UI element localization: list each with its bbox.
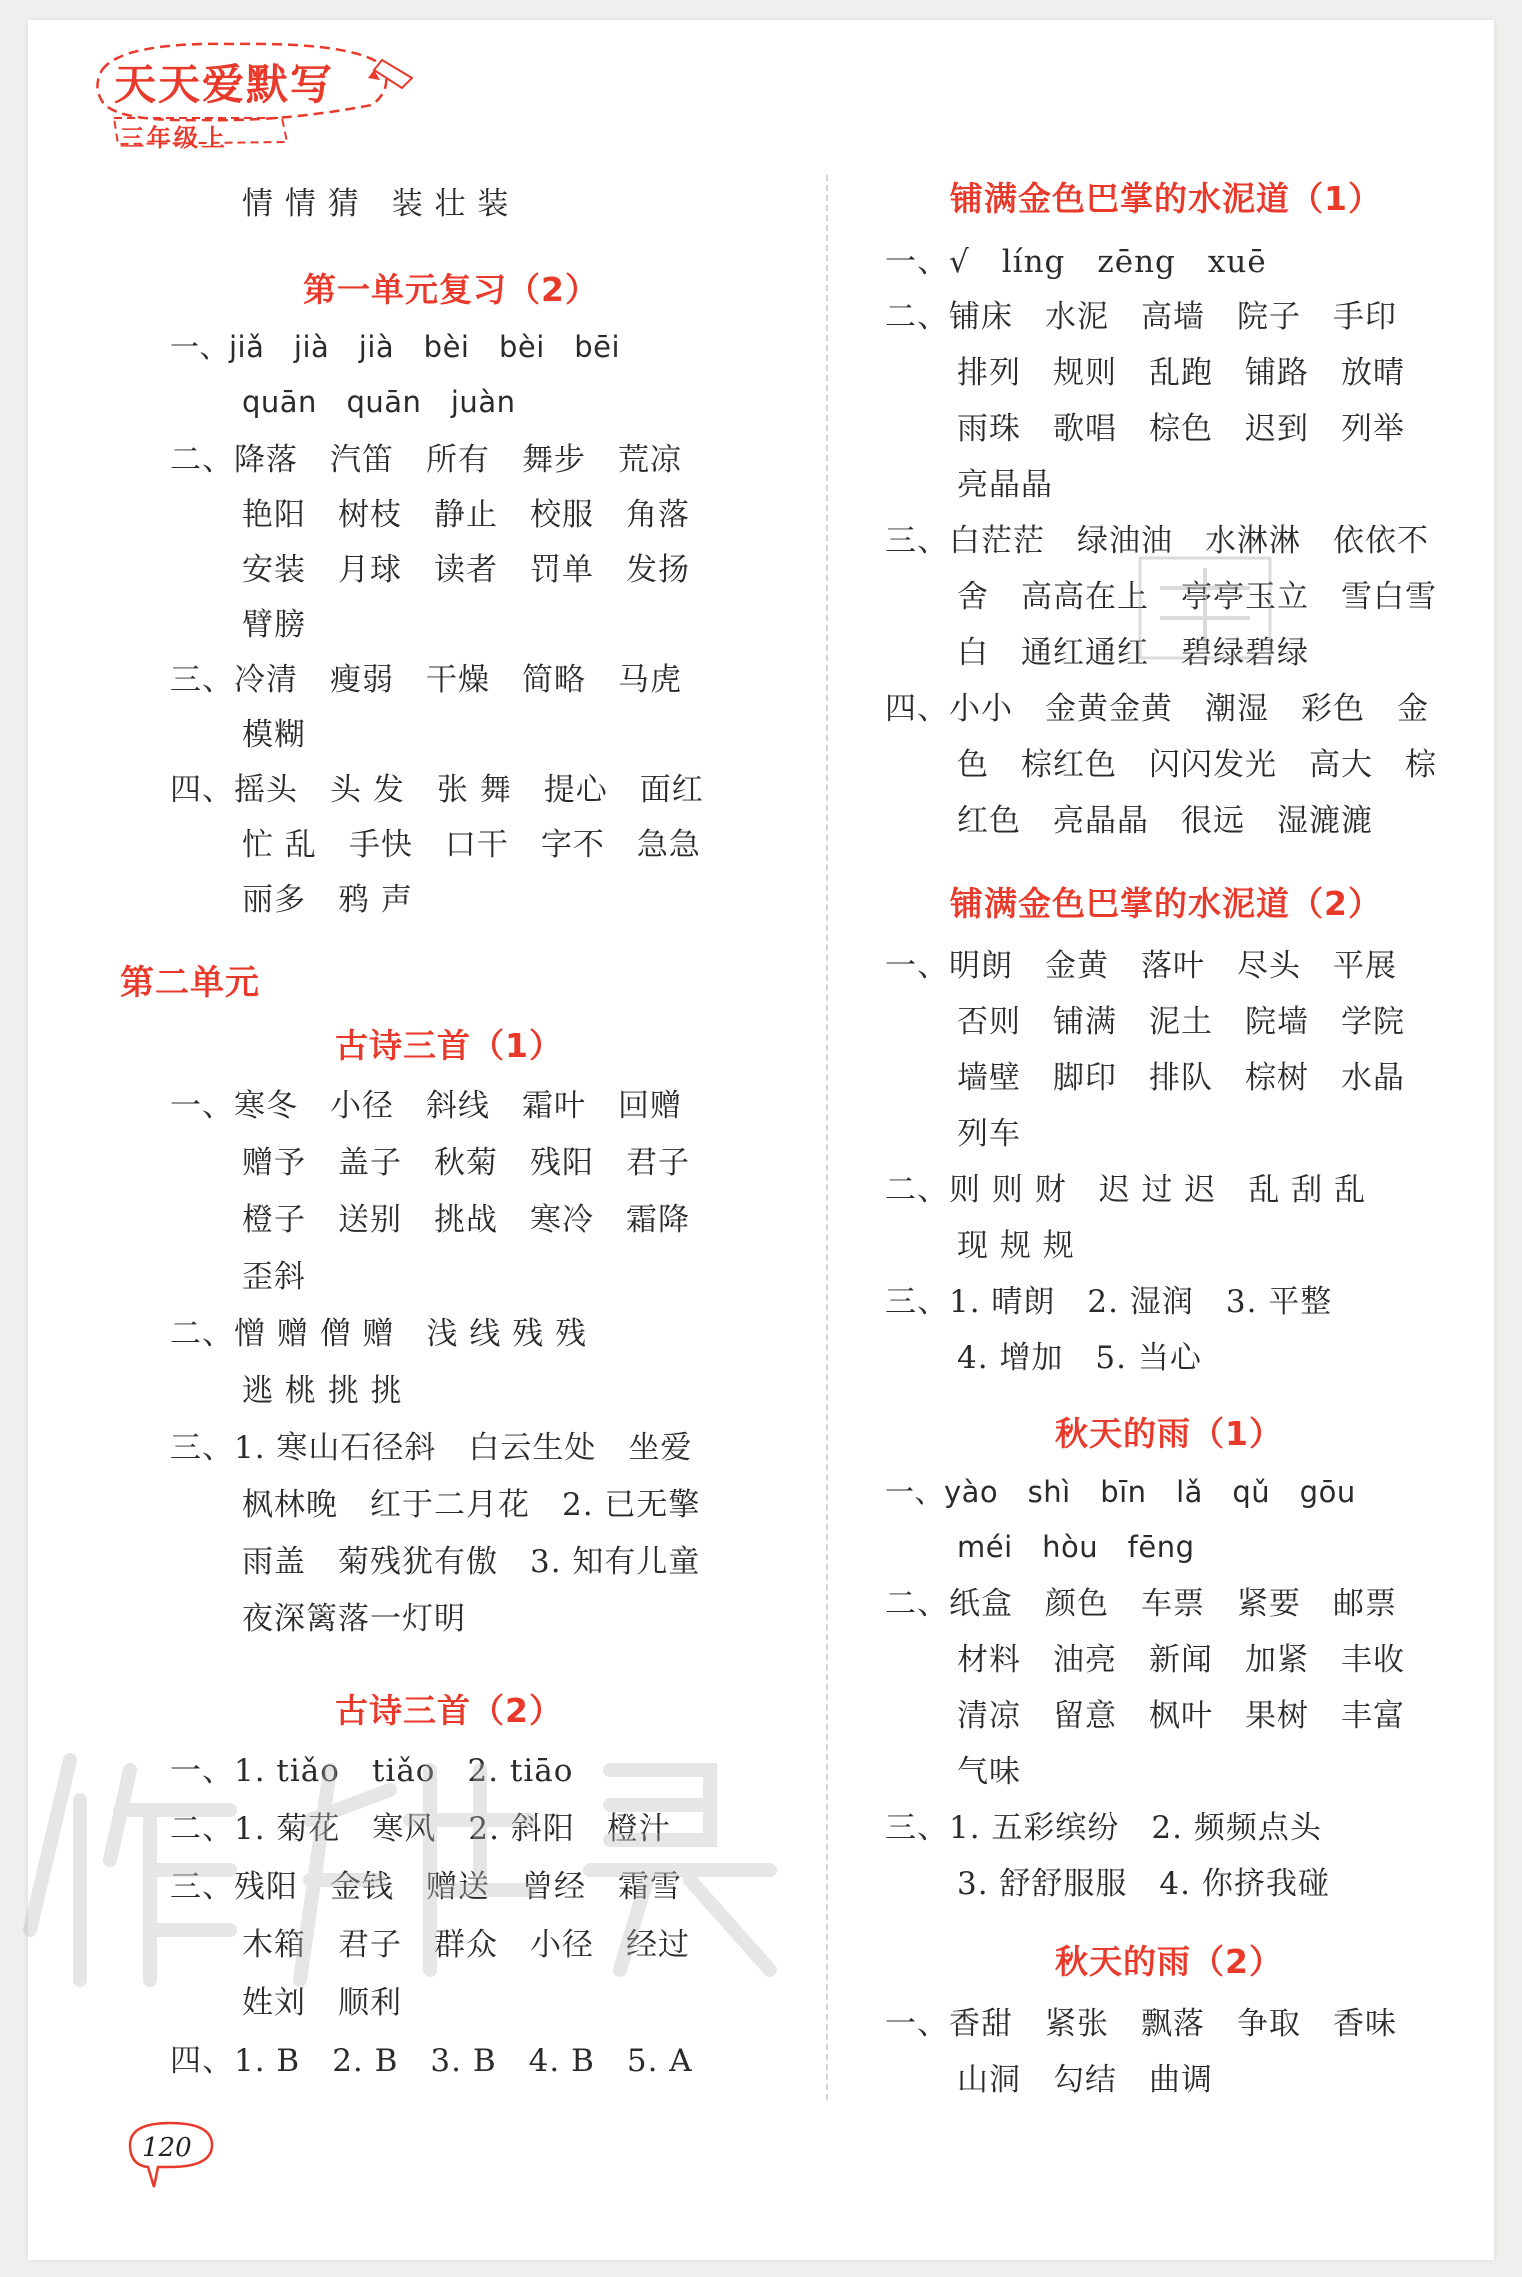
answer-line: 枫林晚 红于二月花 2. 已无擎 — [242, 1487, 701, 1523]
logo-title: 天天爱默写 — [114, 60, 335, 109]
answer-line: méi hòu fēng — [957, 1530, 1195, 1564]
answer-line: 色 棕红色 闪闪发光 高大 棕 — [957, 747, 1437, 783]
answer-line: 木箱 君子 群众 小径 经过 — [242, 1927, 690, 1963]
answer-line: 一、香甜 紧张 飘落 争取 香味 — [885, 2006, 1397, 2042]
answer-line: 雨盖 菊残犹有傲 3. 知有儿童 — [242, 1544, 701, 1580]
logo-grade: 三年级上 — [120, 124, 228, 152]
answer-line: 舍 高高在上 亭亭玉立 雪白雪 — [957, 579, 1437, 615]
answer-line: 现 规 规 — [957, 1228, 1075, 1264]
section-title-road2: 铺满金色巴掌的水泥道（2） — [950, 884, 1382, 923]
unit-title: 第二单元 — [120, 963, 260, 1003]
answer-line: 情 情 猜 装 壮 装 — [242, 186, 510, 222]
page-number: 120 — [142, 2133, 192, 2163]
answer-line: 夜深篱落一灯明 — [242, 1601, 466, 1637]
answer-line: 列车 — [957, 1116, 1021, 1152]
answer-line: 安装 月球 读者 罚单 发扬 — [242, 552, 690, 588]
answer-line: 一、寒冬 小径 斜线 霜叶 回赠 — [170, 1088, 682, 1124]
answer-line: 一、yào shì bīn lǎ qǔ gōu — [885, 1475, 1356, 1509]
answer-line: 模糊 — [242, 717, 306, 753]
answer-line: 二、1. 菊花 寒风 2. 斜阳 橙汁 — [170, 1811, 671, 1847]
answer-line: 三、残阳 金钱 赠送 曾经 霜雪 — [170, 1869, 682, 1905]
answer-line: 雨珠 歌唱 棕色 迟到 列举 — [957, 411, 1405, 447]
answer-line: 白 通红通红 碧绿碧绿 — [957, 635, 1309, 671]
answer-line: 赠予 盖子 秋菊 残阳 君子 — [242, 1145, 690, 1181]
answer-line: 清凉 留意 枫叶 果树 丰富 — [957, 1698, 1405, 1734]
answer-line: 三、1. 寒山石径斜 白云生处 坐爱 — [170, 1430, 693, 1466]
answer-line: 3. 舒舒服服 4. 你挤我碰 — [957, 1866, 1330, 1902]
section-title-review: 第一单元复习（2） — [303, 270, 599, 309]
stamp-graphic — [1130, 548, 1280, 678]
answer-line: 一、√ líng zēng xuē — [885, 244, 1267, 280]
answer-line: 二、降落 汽笛 所有 舞步 荒凉 — [170, 442, 682, 478]
answer-line: 墙壁 脚印 排队 棕树 水晶 — [957, 1060, 1405, 1096]
answer-line: 三、白茫茫 绿油油 水淋淋 依依不 — [885, 523, 1429, 559]
answer-line: 红色 亮晶晶 很远 湿漉漉 — [957, 803, 1373, 839]
answer-line: 三、1. 五彩缤纷 2. 频频点头 — [885, 1810, 1322, 1846]
answer-line: 一、jiǎ jià jià bèi bèi bēi — [170, 330, 621, 364]
answer-line: 三、冷清 瘦弱 干燥 简略 马虎 — [170, 662, 682, 698]
answer-line: 橙子 送别 挑战 寒冷 霜降 — [242, 1202, 690, 1238]
answer-line: 一、明朗 金黄 落叶 尽头 平展 — [885, 948, 1397, 984]
answer-line: 4. 增加 5. 当心 — [957, 1340, 1202, 1376]
section-title-road1: 铺满金色巴掌的水泥道（1） — [950, 179, 1382, 218]
answer-line: 姓刘 顺利 — [242, 1985, 402, 2021]
answer-line: 材料 油亮 新闻 加紧 丰收 — [957, 1642, 1405, 1678]
answer-line: 丽多 鸦 声 — [242, 882, 413, 918]
page-number-badge — [120, 2115, 220, 2195]
book-logo — [82, 30, 432, 160]
answer-line: 二、纸盒 颜色 车票 紧要 邮票 — [885, 1586, 1397, 1622]
answer-line: 气味 — [957, 1754, 1021, 1790]
answer-line: 忙 乱 手快 口干 字不 急急 — [242, 827, 701, 863]
answer-line: 一、1. tiǎo tiǎo 2. tiāo — [170, 1753, 574, 1789]
answer-line: 二、憎 赠 僧 赠 浅 线 残 残 — [170, 1316, 588, 1352]
answer-line: 二、铺床 水泥 高墙 院子 手印 — [885, 299, 1397, 335]
answer-line: 四、小小 金黄金黄 潮湿 彩色 金 — [885, 691, 1429, 727]
answer-line: 排列 规则 乱跑 铺路 放晴 — [957, 355, 1405, 391]
answer-line: 二、则 则 财 迟 过 迟 乱 刮 乱 — [885, 1172, 1367, 1208]
answer-line: 山洞 勾结 曲调 — [957, 2062, 1213, 2098]
answer-line: 否则 铺满 泥土 院墙 学院 — [957, 1004, 1405, 1040]
answer-line: 臂膀 — [242, 607, 306, 643]
answer-line: 四、摇头 头 发 张 舞 提心 面红 — [170, 772, 704, 808]
section-title-rain2: 秋天的雨（2） — [1055, 1942, 1283, 1981]
section-title-poem1: 古诗三首（1） — [335, 1026, 563, 1065]
section-title-rain1: 秋天的雨（1） — [1055, 1414, 1283, 1453]
answer-line: 艳阳 树枝 静止 校服 角落 — [242, 497, 690, 533]
answer-line: 四、1. B 2. B 3. B 4. B 5. A — [170, 2043, 693, 2079]
watermark-graphic — [10, 1730, 990, 1990]
answer-line: 逃 桃 挑 挑 — [242, 1373, 403, 1409]
section-title-poem2: 古诗三首（2） — [335, 1691, 563, 1730]
answer-line: 三、1. 晴朗 2. 湿润 3. 平整 — [885, 1284, 1333, 1320]
answer-line: quān quān juàn — [242, 385, 516, 419]
answer-line: 歪斜 — [242, 1259, 306, 1295]
answer-line: 亮晶晶 — [957, 467, 1053, 503]
